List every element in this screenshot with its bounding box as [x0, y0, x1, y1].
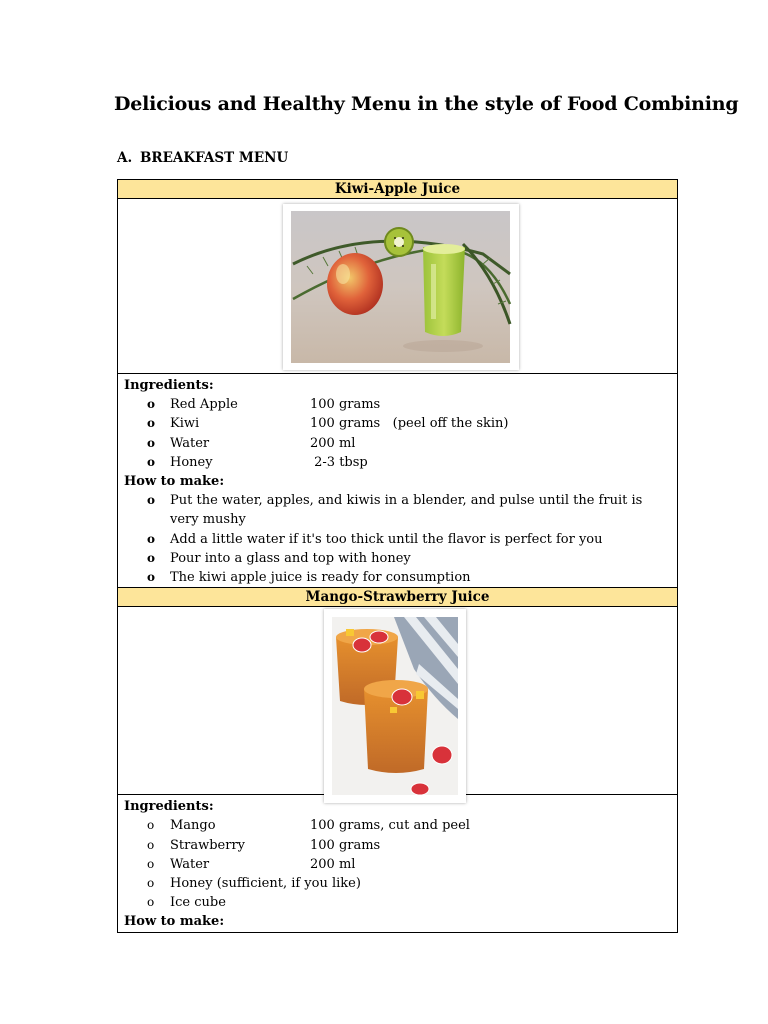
bullet-icon: o	[147, 397, 156, 412]
step-text: Pour into a glass and top with honey	[170, 550, 411, 566]
step-item	[124, 530, 677, 549]
ingredient-item	[124, 836, 677, 855]
ingredient-name: Honey (sufficient, if you like)	[170, 875, 361, 891]
recipe-header-row	[118, 180, 678, 199]
bullet-icon: o	[147, 856, 155, 871]
ingredient-amount: 2-3 tbsp	[310, 454, 368, 470]
ingredient-name: Water	[170, 435, 210, 451]
bullet-icon: o	[147, 416, 156, 431]
recipe-image-row	[118, 607, 678, 795]
kiwi-apple-juice-photo	[283, 204, 519, 370]
ingredient-amount: 100 grams, cut and peel	[310, 818, 470, 834]
ingredient-amount: 100 grams	[310, 837, 381, 853]
bullet-icon: o	[147, 895, 155, 910]
ingredient-name: Kiwi	[170, 416, 200, 432]
ingredient-amount: 200 ml	[310, 435, 356, 451]
ingredient-item	[124, 816, 677, 835]
ingredient-name: Honey	[170, 454, 213, 470]
bullet-icon: o	[147, 493, 156, 508]
ingredients-label: Ingredients:	[124, 799, 214, 815]
bullet-icon: o	[147, 818, 155, 833]
bullet-icon: o	[147, 435, 156, 450]
ingredient-amount: 200 ml	[310, 856, 356, 872]
step-text: Add a little water if it's too thick until the flavor is perfect for you	[170, 531, 603, 547]
bullet-icon: o	[147, 569, 156, 584]
ingredient-name: Mango	[170, 818, 216, 834]
bullet-icon: o	[147, 531, 156, 546]
bullet-icon: o	[147, 837, 155, 852]
mango-strawberry-juice-photo	[324, 609, 466, 803]
ingredients-label: Ingredients:	[124, 378, 214, 393]
section-label: BREAKFAST MENU	[140, 150, 289, 166]
step-item	[124, 491, 677, 529]
section-heading	[117, 150, 288, 166]
ingredient-item	[124, 855, 677, 874]
step-item	[124, 568, 677, 587]
how-to-make-label: How to make:	[124, 914, 225, 930]
ingredient-item	[124, 874, 677, 893]
how-to-make-label: How to make:	[124, 473, 225, 489]
ingredient-item	[124, 395, 677, 414]
ingredient-name: Strawberry	[170, 837, 246, 853]
ingredient-name: Water	[170, 856, 210, 872]
ingredient-item	[124, 414, 677, 433]
step-text: Put the water, apples, and kiwis in a blender, and pulse until the fruit is very mushy	[170, 493, 643, 528]
step-text: The kiwi apple juice is ready for consumption	[170, 569, 471, 585]
bullet-icon: o	[147, 875, 155, 890]
ingredient-amount: 100 grams (peel off the skin)	[310, 416, 509, 432]
recipe-image-row	[118, 199, 678, 374]
recipe-header-row	[118, 588, 678, 607]
document-title: Delicious and Healthy Menu in the style of Food Combining	[114, 93, 739, 115]
ingredient-item	[124, 434, 677, 453]
menu-table	[117, 179, 678, 933]
recipe-info-row	[118, 795, 678, 932]
step-item	[124, 549, 677, 568]
ingredient-item	[124, 893, 677, 912]
ingredient-item	[124, 453, 677, 472]
section-number: A.	[117, 150, 133, 166]
recipe-title: Kiwi-Apple Juice	[118, 180, 678, 199]
bullet-icon: o	[147, 550, 156, 565]
ingredient-name: Red Apple	[170, 397, 238, 413]
recipe-info-row	[118, 374, 678, 588]
ingredient-amount: 100 grams	[310, 397, 381, 413]
recipe-title: Mango-Strawberry Juice	[118, 588, 678, 607]
bullet-icon: o	[147, 454, 156, 469]
ingredient-name: Ice cube	[170, 895, 226, 911]
